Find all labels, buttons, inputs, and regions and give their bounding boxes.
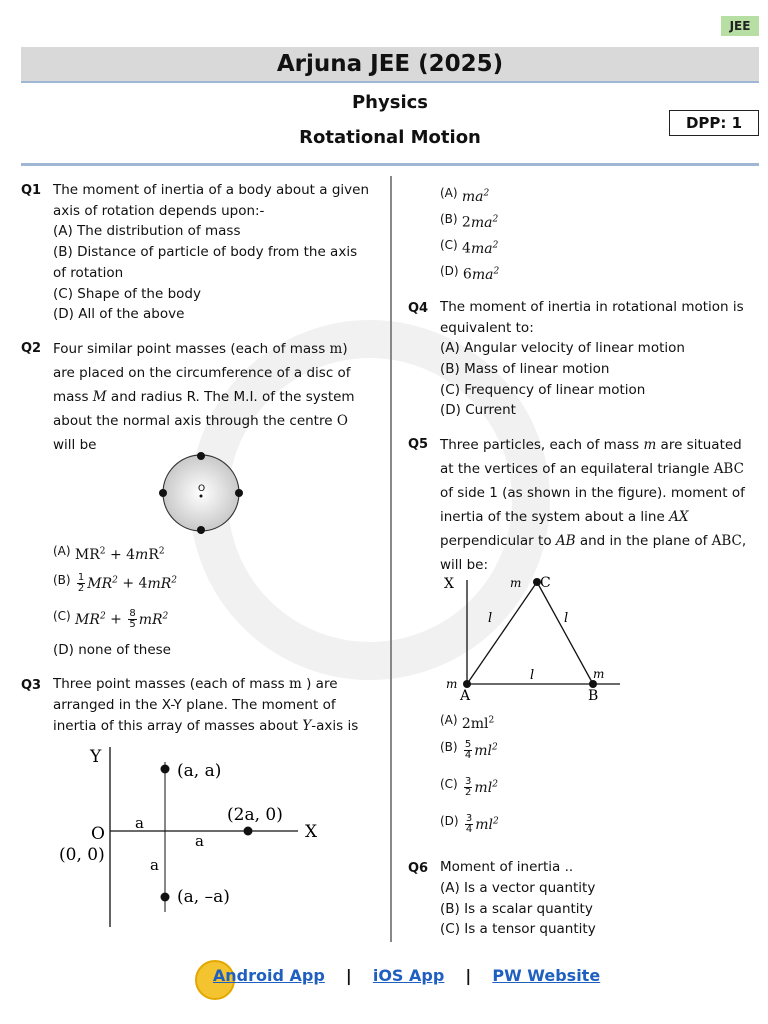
question-text: Moment of inertia .. — [440, 859, 574, 875]
math-O: O — [336, 413, 348, 429]
question-number: Q2 — [21, 341, 42, 356]
option-a: (A) Is a vector quantity — [440, 880, 596, 896]
question-text — [53, 674, 373, 737]
footer-links — [0, 966, 768, 985]
option-c: (C) $4ma^2$ — [440, 238, 499, 257]
option-a: (A) $2ml^2$ — [440, 713, 495, 732]
dist-label: a — [195, 832, 204, 850]
text-part: Three point masses (each of mass — [53, 676, 289, 692]
option-a: (A) $ma^2$ — [440, 186, 490, 205]
question-text: The moment of inertia in rotational motion is equivalent to: — [440, 299, 744, 336]
exam-badge: JEE — [721, 16, 759, 36]
mass-point — [463, 680, 471, 688]
side-bc — [537, 582, 593, 684]
option-b-text: (B) Distance of particle of body from the axis of rotation — [53, 244, 358, 281]
option-a: (A) The distribution of mass — [53, 223, 241, 239]
side-label: l — [530, 668, 535, 683]
math-M: M — [92, 389, 107, 405]
ios-app-link[interactable]: iOS App — [372, 966, 445, 985]
question-number: Q5 — [408, 437, 429, 452]
question-number: Q6 — [408, 861, 429, 876]
origin-label: O — [91, 824, 105, 844]
math-ABC: ABC — [711, 533, 742, 549]
option-d: (D) $\frac{3}{4}$ $ml^2$ — [440, 813, 499, 836]
math-m: m — [289, 676, 302, 692]
text-part: -axis is — [311, 718, 359, 734]
side-ac — [467, 582, 537, 684]
option-b: (B) Mass of linear motion — [440, 361, 610, 377]
mass-point — [161, 893, 170, 902]
option-c: (C) $\frac{3}{2}$ $ml^2$ — [440, 776, 498, 799]
point-mass — [235, 489, 243, 497]
text-part: of side 1 (as shown in the figure). moment of inertia of the system about a line — [440, 485, 745, 525]
dist-label: a — [135, 814, 144, 832]
disc-figure — [155, 450, 247, 538]
question-text: The moment of inertia of a body about a given axis of rotation depends upon:- — [53, 182, 370, 219]
y-label: Y — [90, 747, 102, 767]
point-mass — [197, 526, 205, 534]
point-mass — [159, 489, 167, 497]
math-m: m — [329, 341, 343, 357]
question-number: Q4 — [408, 301, 429, 316]
separator: | — [345, 966, 352, 985]
dist-label: a — [150, 856, 159, 874]
question-number: Q3 — [21, 678, 42, 693]
centre-dot — [200, 495, 203, 498]
text-part: are situated at the vertices of an equilateral triangle — [440, 437, 742, 477]
question-text — [53, 337, 373, 457]
mass-label: m — [446, 677, 458, 691]
mass-point — [244, 827, 253, 836]
vertex-b: B — [588, 688, 599, 704]
point-label: (a, a) — [177, 761, 222, 781]
mass-point — [161, 765, 170, 774]
triangle-figure — [440, 572, 625, 707]
question-number: Q1 — [21, 183, 42, 198]
option-b: (B) $\frac{1}{2}$ $MR^2 + 4mR^2$ — [53, 572, 178, 595]
text-part: will be — [53, 437, 97, 453]
chapter-heading: Rotational Motion — [299, 127, 481, 148]
math-ABC: ABC — [713, 461, 744, 477]
option-c: (C) Is a tensor quantity — [440, 921, 596, 937]
header-divider — [21, 163, 759, 166]
option-d: (D) none of these — [53, 642, 171, 658]
x-label: X — [305, 822, 318, 842]
option-b: (B) $2ma^2$ — [440, 212, 499, 231]
mass-label: m — [593, 667, 605, 681]
subject-heading: Physics — [351, 92, 428, 113]
point-label: (a, –a) — [177, 887, 230, 907]
x-label: X — [444, 576, 454, 592]
option-c: (C) Shape of the body — [53, 286, 201, 302]
text-part: Four similar point masses (each of mass — [53, 341, 330, 357]
vertex-a: A — [460, 688, 471, 704]
option-b: (B) Is a scalar quantity — [440, 901, 593, 917]
text-part: and radius R. The M.I. of the system about the normal axis through the centre — [53, 389, 355, 429]
dpp-box: DPP: 1 — [669, 110, 759, 136]
android-app-link[interactable]: Android App — [212, 966, 325, 985]
text-part: , will be: — [440, 533, 747, 573]
math-AB: AB — [555, 533, 576, 549]
vertex-c: C — [540, 575, 551, 591]
option-d: (D) Current — [440, 402, 516, 418]
point-label: (2a, 0) — [227, 805, 283, 825]
text-part: ) are placed on the circumference of a disc of mass — [53, 341, 351, 405]
option-b — [53, 242, 373, 284]
column-divider — [390, 176, 392, 942]
option-c: (C) $MR^2$ + $\frac{8}{5}$ $mR^2$ — [53, 608, 169, 631]
option-d: (D) All of the above — [53, 306, 185, 322]
pw-website-link[interactable]: PW Website — [492, 966, 601, 985]
text-part: and in the plane of — [575, 533, 712, 549]
text-part: ) are arranged in the X-Y plane. The moment of inertia of this array of masses about — [53, 676, 338, 734]
option-a: (A) $MR^2 + 4mR^2$ — [53, 544, 165, 563]
math-Y: Y — [302, 718, 312, 734]
origin-coord: (0, 0) — [59, 845, 105, 865]
separator: | — [465, 966, 472, 985]
side-label: l — [564, 611, 569, 626]
xy-figure — [55, 742, 335, 932]
mass-point — [589, 680, 597, 688]
side-label: l — [488, 611, 493, 626]
option-d: (D) $6ma^2$ — [440, 264, 500, 283]
option-b: (B) $\frac{5}{4}$ $ml^2$ — [440, 739, 498, 762]
page-title: Arjuna JEE (2025) — [276, 51, 504, 77]
math-AX: AX — [669, 509, 689, 525]
text-part: perpendicular to — [440, 533, 556, 549]
text-part: Three particles, each of mass — [440, 437, 644, 453]
mass-label: m — [510, 576, 522, 590]
centre-label: O — [198, 484, 206, 494]
option-c: (C) Frequency of linear motion — [440, 382, 646, 398]
question-text — [440, 433, 758, 577]
point-mass — [197, 452, 205, 460]
option-a: (A) Angular velocity of linear motion — [440, 340, 685, 356]
math-m: m — [643, 437, 657, 453]
